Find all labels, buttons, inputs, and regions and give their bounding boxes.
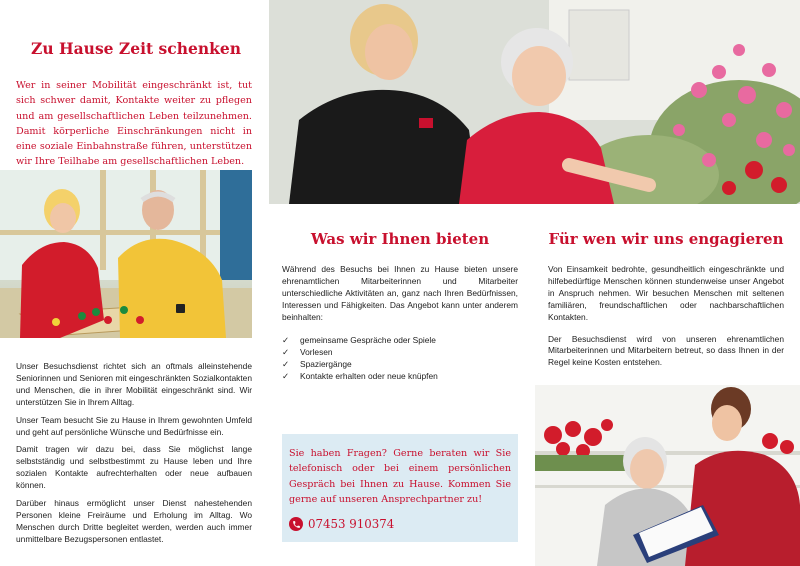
left-paragraph: Unser Besuchsdienst richtet sich an oftmals alleinstehende Seniorinnen und Senioren mit eingeschränkten Sozialkontakten und Menschen, die in ihrer Mobilität eingeschränkt sind. Wir unterstützen Sie in Ihrem Alltag.	[16, 361, 252, 407]
list-item	[282, 359, 518, 371]
photo-garden-caregiver	[269, 0, 800, 204]
check-icon: ✓	[282, 358, 290, 369]
middle-title: Was wir Ihnen bieten	[310, 230, 490, 248]
left-paragraph: Unser Team besucht Sie zu Hause in Ihrem gewohnten Umfeld und geht auf persönliche Wünsche und Bedürfnisse ein.	[16, 414, 252, 437]
garden-illustration	[269, 0, 800, 204]
check-icon: ✓	[282, 370, 290, 381]
middle-intro: Während des Besuchs bei Ihnen zu Hause bieten unsere ehrenamtlichen Mitarbeiterinnen und Mitarbeiter unterschiedliche Aktivitäten an, ganz nach Ihren Bedürfnissen, Interessen und Fähigkeiten. Das Angebot kann unter anderem beinhalten:	[282, 264, 518, 322]
list-item-label: Kontakte erhalten oder neue knüpfen	[300, 370, 438, 381]
left-title: Zu Hause Zeit schenken	[31, 39, 241, 58]
list-item	[282, 347, 518, 359]
reading-illustration	[535, 385, 800, 566]
contact-infobox	[282, 434, 518, 542]
left-body	[16, 361, 252, 552]
phone-number[interactable]: 07453 910374	[308, 517, 395, 532]
list-item-label: gemeinsame Gespräche oder Spiele	[300, 335, 436, 345]
phone-contact[interactable]	[289, 517, 511, 531]
right-paragraph: Von Einsamkeit bedrohte, gesundheitlich eingeschränkte und hilfebedürftige Menschen können stundenweise unser Angebot in Anspruch nehmen. Wir besuchen Menschen mit seltenen familiären, freundschaftlichen oder nachbarschaftlichen Kontakten.	[548, 264, 784, 322]
right-title: Für wen wir uns engagieren	[548, 230, 784, 248]
check-icon: ✓	[282, 335, 290, 345]
infobox-text: Sie haben Fragen? Gerne beraten wir Sie telefonisch oder bei einem persönlichen Gespräch bei Ihnen zu Hause. Kommen Sie gerne auf unseren Ansprechpartner zu!	[289, 448, 511, 505]
left-paragraph: Darüber hinaus ermöglicht unser Dienst nahestehenden Personen kleine Freiräume und Erholung im Alltag. Wo Menschen durch Dritte begleitet werden, werden auch immer unmittelbare Bezugspersonen entlastet.	[16, 498, 252, 544]
right-body	[548, 264, 784, 379]
list-item-label: Spaziergänge	[300, 358, 352, 369]
right-paragraph: Der Besuchsdienst wird von unseren ehrenamtlichen Mitarbeiterinnen und Mitarbeitern betreut, so dass Ihnen in der Regel keine Kosten entstehen.	[548, 333, 784, 368]
phone-icon	[289, 517, 303, 531]
left-paragraph: Damit tragen wir dazu bei, dass Sie möglichst lange selbstständig und selbstbestimmt zu Hause leben und Ihre sozialen Kontakte aufrechterhalten oder neue aufbauen können.	[16, 444, 252, 491]
list-item	[282, 371, 518, 383]
left-intro: Wer in seiner Mobilität eingeschränkt ist, tut sich schwer damit, Kontakte weiter zu pflegen und am gesellschaftlichen Leben teilzunehmen. Damit körperliche Einschränkungen nicht in eine soziale Einbahnstraße führen, unterstützen wir Ihre Teilhabe am gesellschaftlichen Leben.	[16, 80, 252, 168]
offer-list	[282, 335, 518, 383]
list-item-label: Vorlesen	[300, 346, 333, 357]
list-item	[282, 335, 518, 347]
photo-board-game	[0, 170, 252, 338]
board-game-illustration	[0, 170, 252, 338]
check-icon: ✓	[282, 346, 290, 357]
photo-reading-together	[535, 385, 800, 566]
